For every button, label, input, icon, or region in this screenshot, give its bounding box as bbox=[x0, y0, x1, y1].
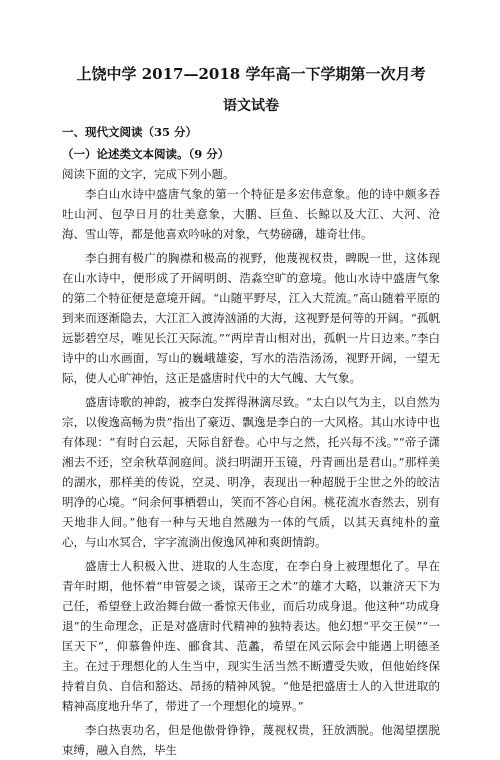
paragraph-4: 盛唐士人积极入世、进取的人生态度，在李白身上被理想化了。早在青年时期，他怀着“申管晏之谈，谋帝王之术”的雄才大略，以兼济天下为己任，希望登上政治舞台做一番惊天伟业，而后功成身退。他这种“功成身退”的生命理念，正是对盛唐时代精神的独特表达。他幻想“平交王侯”“一匡天下”，仰慕鲁仲连、郦食其、范蠡，希望在风云际会中能遇上明德圣主。在过于理想化的人生当中，现实生活当然不断遭受失败，但他始终保持着自负、自信和豁达、昂扬的精神风貌。“他是把盛唐士人的入世进取的精神高度地升华了，带进了一个理想化的境界。” bbox=[62, 559, 440, 713]
paragraph-1: 李白山水诗中盛唐气象的第一个特征是多宏伟意象。他的诗中颇多吞吐山河、包孕日月的壮美意象，大鹏、巨鱼、长鲸以及大江、大河、沧海、雪山等，都是他喜欢吟咏的对象，气势磅礴，雄奇壮伟。 bbox=[62, 187, 440, 241]
exam-title: 上饶中学 2017—2018 学年高一下学期第一次月考 bbox=[76, 65, 426, 83]
reading-instruction: 阅读下面的文字，完成下列小题。 bbox=[62, 167, 235, 181]
paragraph-5: 李白热衷功名，但是他傲骨铮铮，蔑视权贵，狂放洒脱。他渴望摆脱束缚，融入自然，毕生 bbox=[62, 723, 440, 757]
subsection-heading: （一）论述类文本阅读。（9 分） bbox=[62, 147, 230, 161]
paragraph-2: 李白拥有极广的胸襟和极高的视野，他蔑视权贵，睥睨一世，这体现在山水诗中，便形成了开阔明朗、浩淼空旷的意境。他山水诗中盛唐气象的第二个特征便是意境开阔。“山随平野尽，江入大荒流。”高山随着平原的到来而逐渐隐去，大江汇入渡涛汹涌的大海，这视野是何等的开阔。“孤帆远影碧空尽，唯见长江天际流。”“两岸青山相对出，孤帆一片日边来。”李白诗中的山水画面，写山的巍峨雄姿，写水的浩浩汤汤，视野开阔，一望无际，使人心旷神怡，这正是盛唐时代中的大气魄、大气象。 bbox=[62, 251, 440, 385]
section-heading: 一、现代文阅读（35 分） bbox=[62, 125, 198, 139]
paragraph-3: 盛唐诗歌的神韵，被李白发挥得淋漓尽致。“太白以气为主，以自然为宗，以俊逸高畅为贵”指出了豪迈、飘逸是李白的一大风格。其山水诗中也有体现：“有时白云起，天际自舒卷。心中与之然，托兴每不浅。”“帝子潇湘去不还，空余秋草洞庭间。淡扫明湖开玉镜，丹青画出是君山。”那样美的湖水，那样美的传说，空灵、明净，表现出一种超脱于尘世之外的皎洁明净的心境。“问余何事栖碧山，笑而不答心自闲。桃花流水杳然去，别有天地非人间。”他有一种与天地自然融为一体的气质，以其天真纯朴的童心，与山水冥合，字字流淌出俊逸风神和爽朗情韵。 bbox=[62, 395, 440, 549]
exam-subtitle: 语文试卷 bbox=[223, 98, 279, 114]
